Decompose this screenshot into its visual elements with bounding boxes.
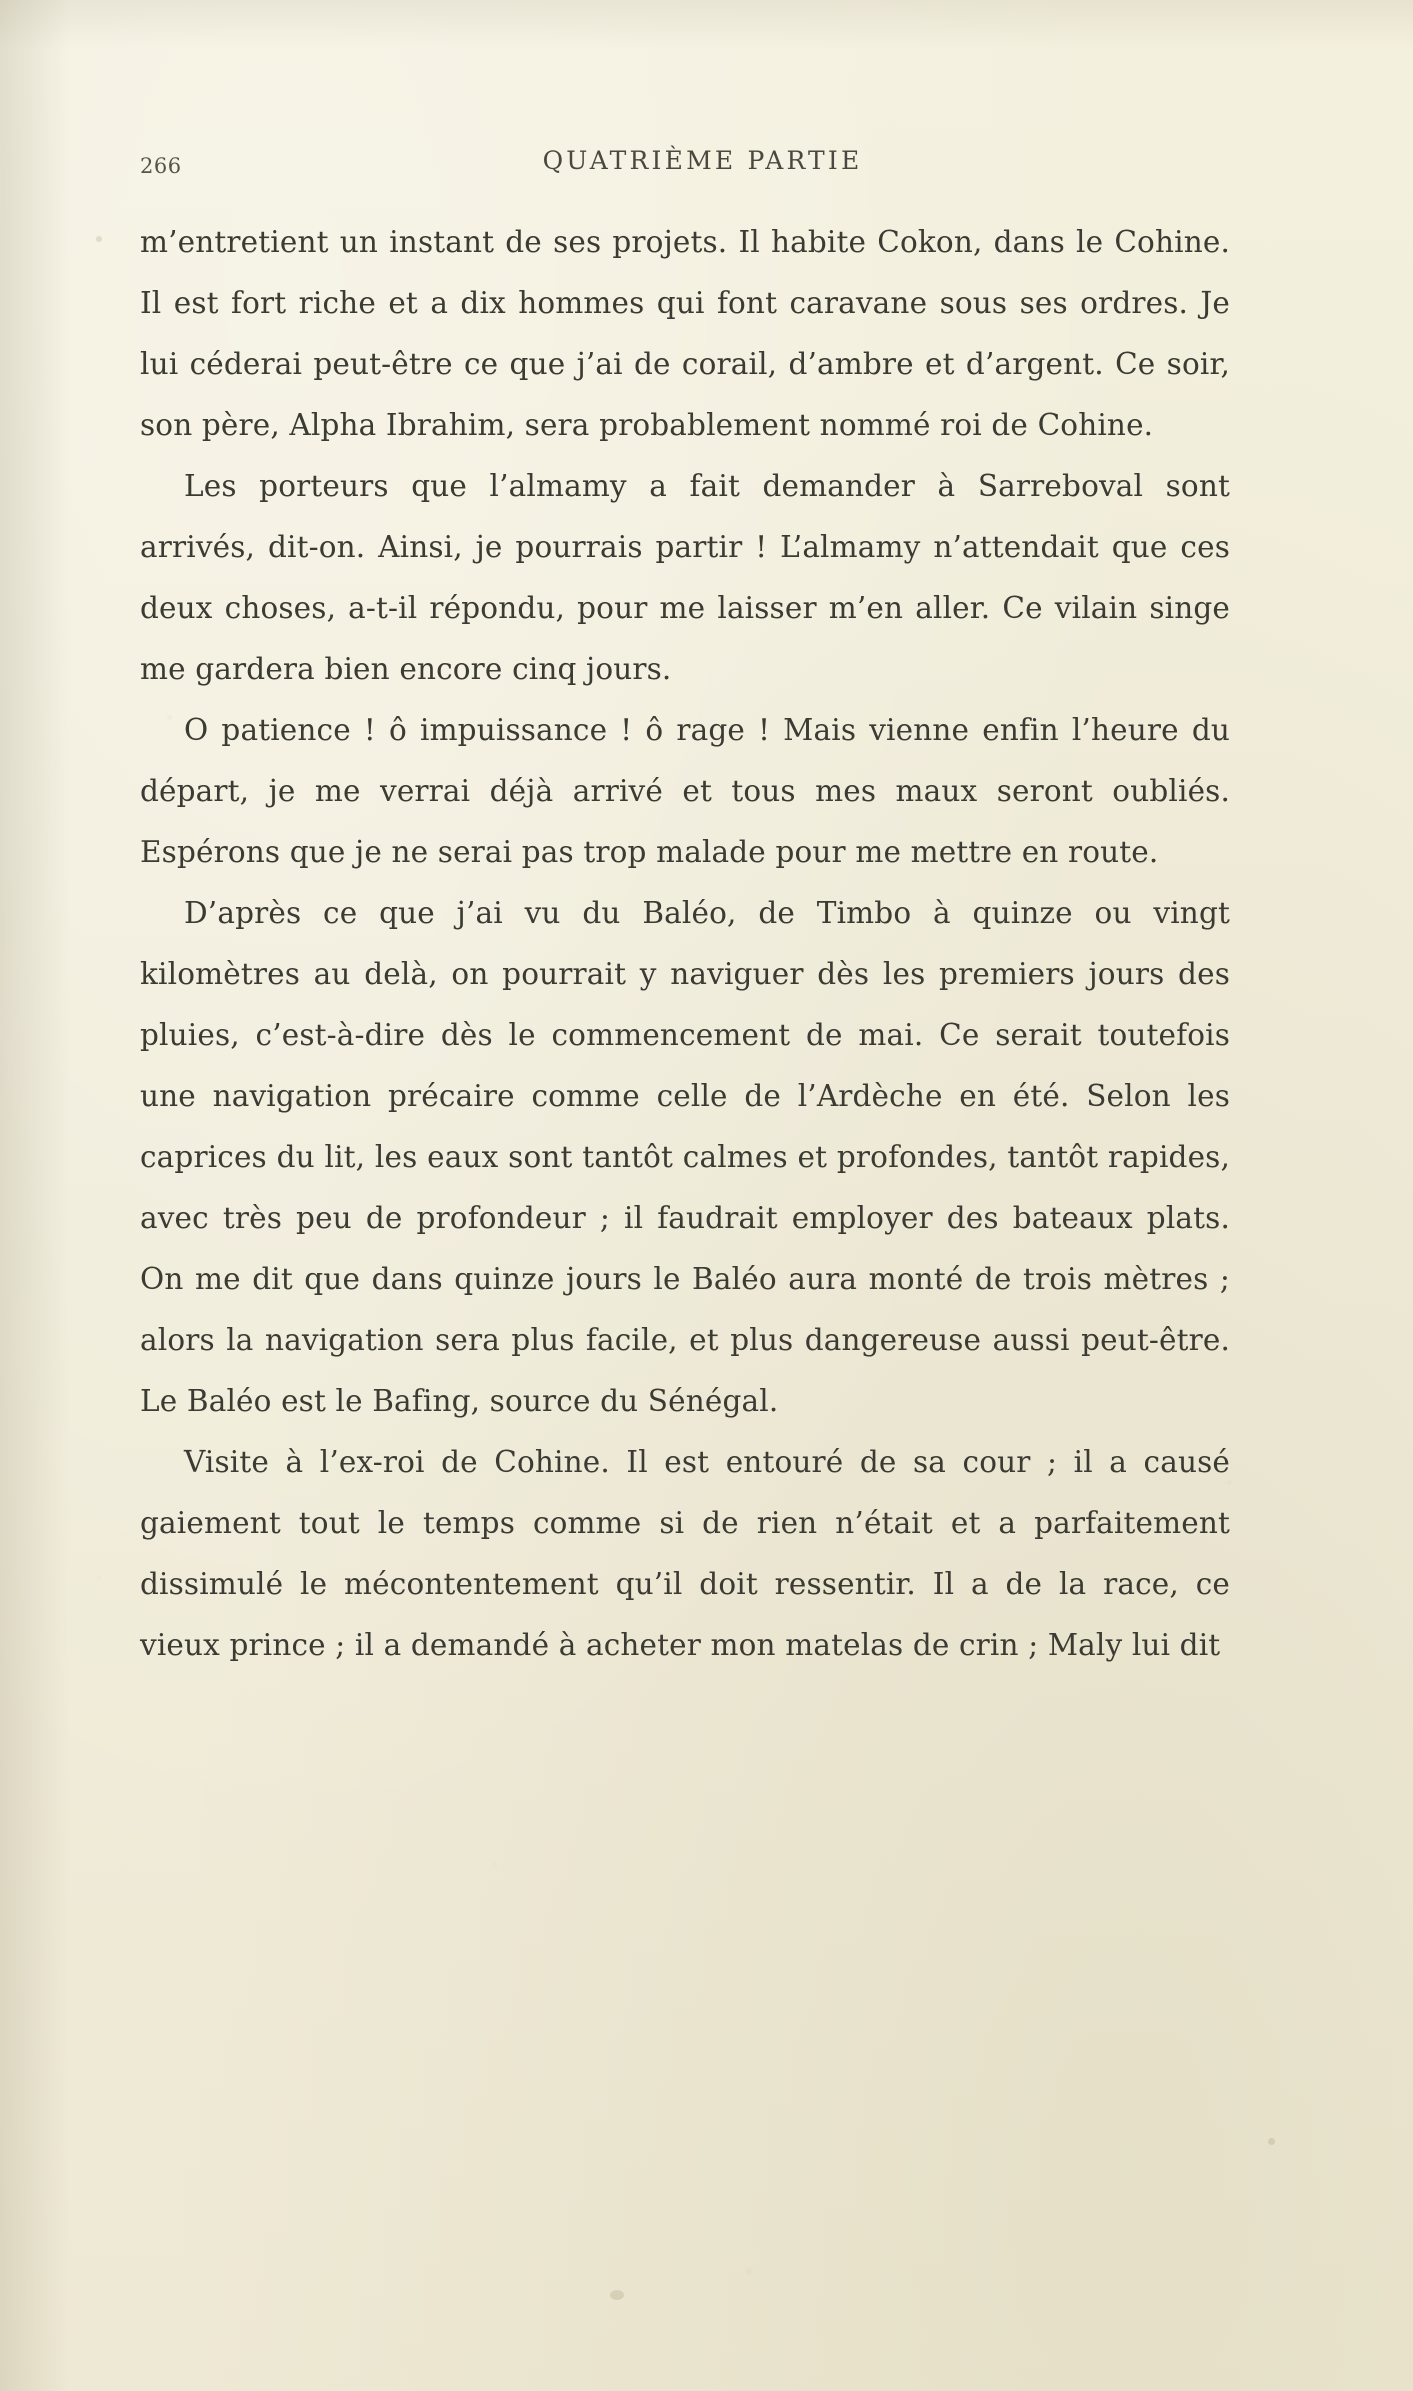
paper-blemish	[96, 236, 102, 242]
paragraph: O patience ! ô impuissance ! ô rage ! Mais vienne enfin l’heure du départ, je me verrai déjà arrivé et tous mes maux seront oubliés. Espérons que je ne serai pas trop malade pour me mettre en route.	[140, 713, 1230, 869]
paragraph: m’entretient un instant de ses projets. Il habite Cokon, dans le Cohine. Il est fort riche et a dix hommes qui font caravane sous ses ordres. Je lui céderai peut-être ce que j’ai de corail, d’ambre et d’argent. Ce soir, son père, Alpha Ibrahim, sera probablement nommé roi de Cohine.	[140, 225, 1230, 442]
running-head-title: QUATRIÈME PARTIE	[542, 146, 863, 175]
paper-blemish	[1268, 2138, 1275, 2145]
running-head	[140, 140, 1230, 186]
paragraph: Visite à l’ex-roi de Cohine. Il est entouré de sa cour ; il a causé gaiement tout le temps comme si de rien n’était et a parfaitement dissimulé le mécontentement qu’il doit ressentir. Il a de la race, ce vieux prince ; il a demandé à acheter mon matelas de crin ; Maly lui dit	[140, 1445, 1230, 1662]
page-number: 266	[140, 154, 182, 178]
body-text	[140, 212, 1230, 1676]
paper-blemish	[610, 2290, 624, 2300]
paragraph: D’après ce que j’ai vu du Baléo, de Timbo à quinze ou vingt kilomètres au delà, on pourrait y naviguer dès les premiers jours des pluies, c’est-à-dire dès le commencement de mai. Ce serait toutefois une navigation précaire comme celle de l’Ardèche en été. Selon les caprices du lit, les eaux sont tantôt calmes et profondes, tantôt rapides, avec très peu de profondeur ; il faudrait employer des bateaux plats. On me dit que dans quinze jours le Baléo aura monté de trois mètres ; alors la navigation sera plus facile, et plus dangereuse aussi peut-être. Le Baléo est le Bafing, source du Sénégal.	[140, 896, 1230, 1418]
page-edge-shading-top	[0, 0, 1413, 50]
page-content	[140, 140, 1230, 1676]
page-edge-shading-left	[0, 0, 70, 2391]
paragraph: Les porteurs que l’almamy a fait demander à Sarreboval sont arrivés, dit-on. Ainsi, je pourrais partir ! L’almamy n’attendait que ces deux choses, a-t-il répondu, pour me laisser m’en aller. Ce vilain singe me gardera bien encore cinq jours.	[140, 469, 1230, 686]
